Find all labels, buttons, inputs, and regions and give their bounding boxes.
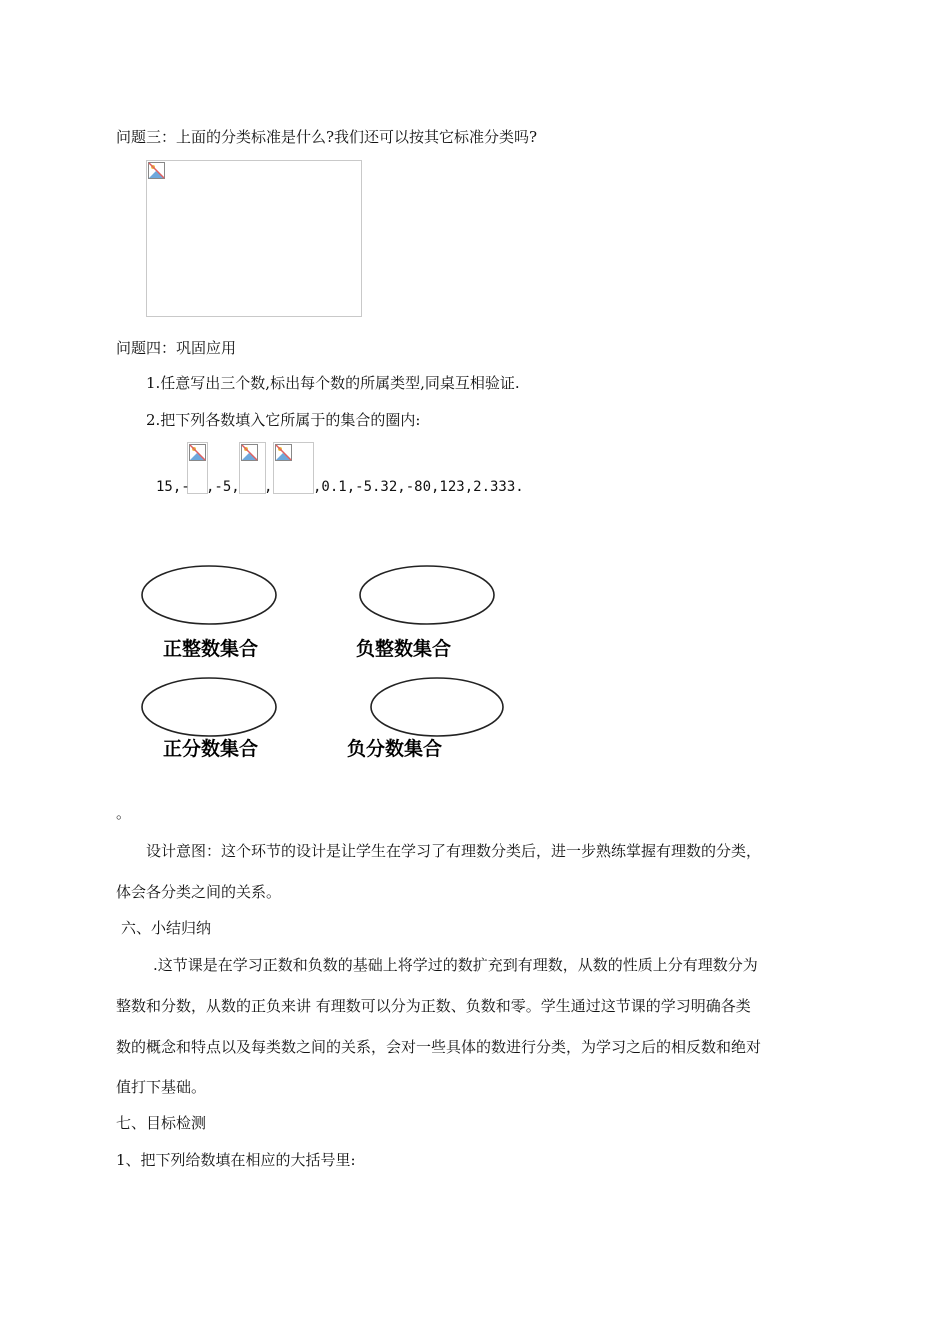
negative-integer-set-ellipse [356,563,498,627]
section-6-line-2: 整数和分数，从数的正负来讲 有理数可以分为正数、负数和零。学生通过这节课的学习明确各类 [116,997,751,1015]
fraction-image-1 [187,442,208,494]
positive-integer-set-ellipse [138,563,280,627]
negative-integer-set-label: 负整数集合 [356,638,452,660]
period-mark: 。 [116,804,132,822]
question-4-item-2: 2.把下列各数填入它所属于的集合的圈内: [146,411,421,429]
positive-fraction-set-label: 正分数集合 [163,738,259,760]
number-list-part-2: ,-5, [206,479,240,495]
number-list-part-1: 15,- [156,479,190,495]
section-6-line-3: 数的概念和特点以及每类数之间的关系，会对一些具体的数进行分类，为学习之后的相反数和绝对 [116,1038,762,1056]
broken-image-icon [189,444,206,461]
question-4-item-1: 1.任意写出三个数,标出每个数的所属类型,同桌互相验证. [146,374,520,392]
section-7-item-1: 1、把下列给数填在相应的大括号里: [116,1151,356,1169]
number-list-part-3: , [264,479,273,495]
design-intent-line-1: 设计意图：这个环节的设计是让学生在学习了有理数分类后，进一步熟练掌握有理数的分类， [146,842,762,860]
number-list-part-4: ,0.1,-5.32,-80,123,2.333. [313,479,524,495]
section-6-line-1: .这节课是在学习正数和负数的基础上将学过的数扩充到有理数，从数的性质上分有理数分为 [153,956,758,974]
fraction-image-3 [273,442,314,494]
question-3-text: 问题三：上面的分类标准是什么?我们还可以按其它标准分类吗? [116,128,538,146]
question-4-heading: 问题四：巩固应用 [116,339,237,357]
broken-image-placeholder [146,160,362,317]
section-6-heading: 六、小结归纳 [121,919,212,937]
positive-fraction-set-ellipse [138,675,280,739]
fraction-image-2 [239,442,266,494]
negative-fraction-set-label: 负分数集合 [347,738,443,760]
section-6-line-4: 值打下基础。 [116,1078,207,1096]
positive-integer-set-label: 正整数集合 [163,638,259,660]
broken-image-icon [148,162,165,179]
section-7-heading: 七、目标检测 [116,1114,207,1132]
design-intent-line-2: 体会各分类之间的关系。 [116,883,282,901]
broken-image-icon [241,444,258,461]
broken-image-icon [275,444,292,461]
negative-fraction-set-ellipse [366,675,508,739]
